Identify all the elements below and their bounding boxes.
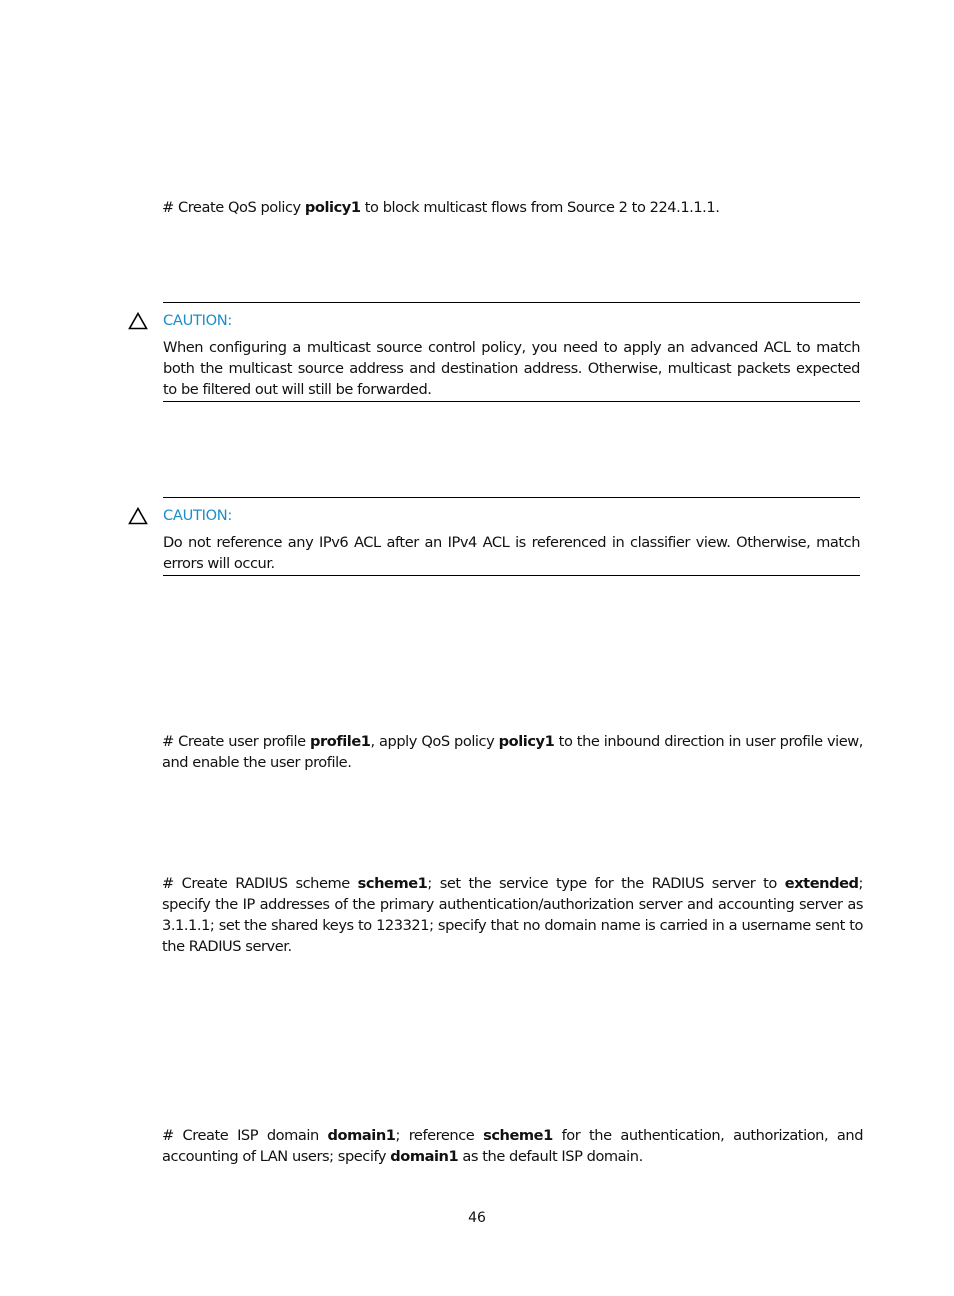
bold-keyword: policy1 xyxy=(304,199,361,216)
bold-keyword: scheme1 xyxy=(357,875,428,892)
caution-text: When configuring a multicast source control policy, you need to apply an advanced ACL to match both the multicast source address and destination address. Otherwise, multicast packets expected to be filtered out will still be forwarded. xyxy=(163,339,860,398)
caution-label: CAUTION: xyxy=(163,507,232,524)
text-run: to block multicast flows from Source 2 to 224.1.1.1. xyxy=(360,199,720,216)
bold-keyword: extended xyxy=(784,875,859,892)
caution-text: Do not reference any IPv6 ACL after an IPv4 ACL is referenced in classifier view. Otherwise, match errors will occur. xyxy=(163,534,860,572)
caution-label: CAUTION: xyxy=(163,312,232,329)
paragraph-create-qos-policy xyxy=(162,197,863,218)
warning-triangle-icon xyxy=(128,507,148,525)
bold-keyword: policy1 xyxy=(498,733,555,750)
paragraph-create-isp-domain xyxy=(162,1125,863,1167)
page-number: 46 xyxy=(468,1210,486,1226)
text-run: , apply QoS policy xyxy=(370,733,499,750)
text-run: as the default ISP domain. xyxy=(458,1148,643,1165)
text-run: # Create user profile xyxy=(162,733,311,750)
text-run: # Create ISP domain xyxy=(162,1127,328,1144)
paragraph-create-radius-scheme xyxy=(162,873,863,957)
paragraph-create-user-profile xyxy=(162,731,863,773)
bold-keyword: domain1 xyxy=(327,1127,396,1144)
text-run: ; specify the IP addresses of the primary authentication/authorization server and accounting server as 3.1.1.1; set the shared keys to 123321; specify that no domain name is carried in a username sent to the RADIUS server. xyxy=(162,875,863,955)
text-run: to the inbound direction in user profile view, and enable the user profile. xyxy=(162,733,863,771)
caution-box xyxy=(163,497,860,576)
text-run: # Create RADIUS scheme xyxy=(162,875,358,892)
warning-triangle-icon xyxy=(128,312,148,330)
caution-box xyxy=(163,302,860,402)
bold-keyword: scheme1 xyxy=(483,1127,553,1144)
text-run: for the authentication, authorization, and accounting of LAN users; specify xyxy=(162,1127,864,1165)
bold-keyword: domain1 xyxy=(390,1148,459,1165)
text-run: ; reference xyxy=(395,1127,484,1144)
text-run: # Create QoS policy xyxy=(162,199,305,216)
bold-keyword: profile1 xyxy=(310,733,371,750)
text-run: ; set the service type for the RADIUS server to xyxy=(427,875,785,892)
